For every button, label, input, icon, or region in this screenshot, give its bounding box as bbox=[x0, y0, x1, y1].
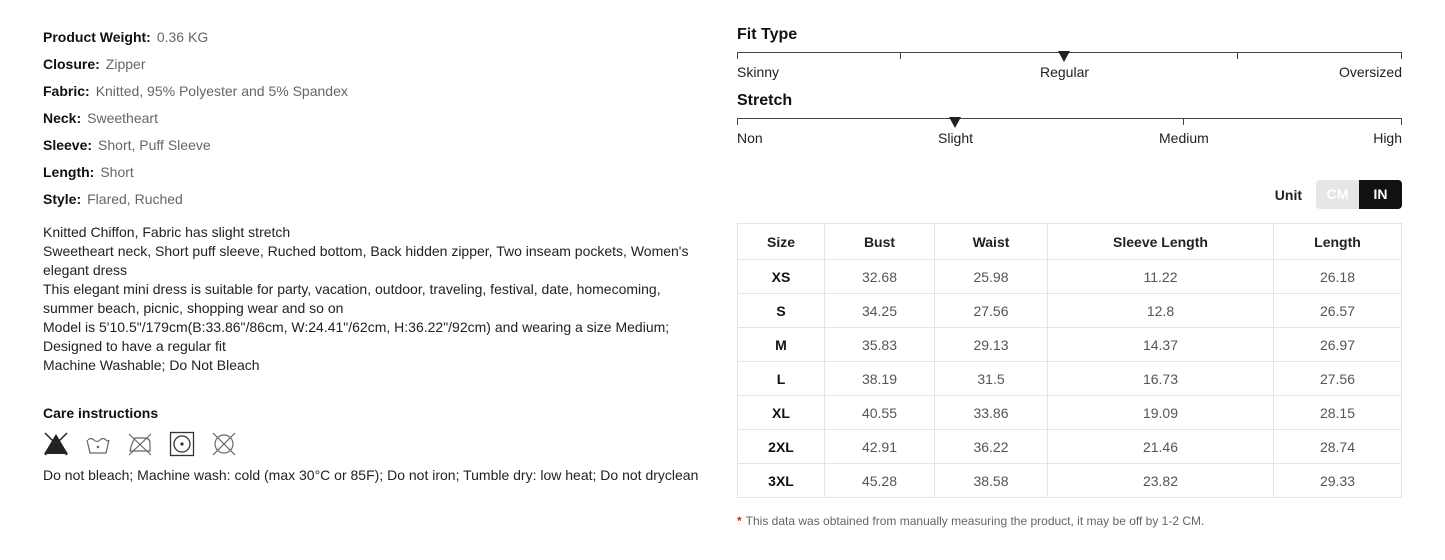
table-row bbox=[738, 362, 1402, 396]
care-instructions-title: Care instructions bbox=[43, 405, 159, 421]
column-header-waist: Waist bbox=[935, 224, 1048, 260]
description-line: Model is 5'10.5"/179cm(B:33.86"/86cm, W:24.41"/62cm, H:36.22"/92cm) and wearing a size Medium; Designed to have a regular fit bbox=[43, 319, 670, 354]
fit-type-tick bbox=[737, 52, 738, 59]
table-cell: 12.8 bbox=[1048, 294, 1274, 328]
disclaimer-asterisk: * bbox=[737, 514, 742, 528]
measurement-disclaimer bbox=[737, 514, 1204, 528]
machine-wash-cold-icon bbox=[85, 431, 111, 457]
attribute-closure: Closure: Zipper bbox=[43, 56, 146, 72]
table-cell: 29.13 bbox=[935, 328, 1048, 362]
table-cell: 21.46 bbox=[1048, 430, 1274, 464]
table-cell: 14.37 bbox=[1048, 328, 1274, 362]
fit-type-label-oversized: Oversized bbox=[1338, 64, 1402, 80]
product-details bbox=[43, 24, 713, 483]
unit-option-in[interactable]: IN bbox=[1359, 180, 1402, 209]
table-cell: 26.18 bbox=[1274, 260, 1402, 294]
stretch-label-medium: Medium bbox=[1159, 130, 1209, 146]
stretch-tick bbox=[1183, 118, 1184, 125]
do-not-bleach-icon bbox=[43, 431, 69, 457]
table-cell: 26.57 bbox=[1274, 294, 1402, 328]
table-cell: 27.56 bbox=[1274, 362, 1402, 396]
attribute-sleeve: Sleeve: Short, Puff Sleeve bbox=[43, 137, 211, 153]
stretch-label-non: Non bbox=[737, 130, 763, 146]
table-cell-size: XL bbox=[738, 396, 825, 430]
fit-type-tick bbox=[900, 52, 901, 59]
stretch-bar bbox=[737, 118, 1402, 119]
table-cell: 23.82 bbox=[1048, 464, 1274, 498]
unit-selector bbox=[1275, 180, 1402, 209]
description-line: This elegant mini dress is suitable for party, vacation, outdoor, traveling, festival, date, homecoming, summer beach, picnic, shopping wear and so on bbox=[43, 281, 661, 316]
attribute-neck: Neck: Sweetheart bbox=[43, 110, 158, 126]
column-header-length: Length bbox=[1274, 224, 1402, 260]
table-cell: 25.98 bbox=[935, 260, 1048, 294]
fit-type-pointer-icon bbox=[1058, 51, 1070, 62]
table-cell: 31.5 bbox=[935, 362, 1048, 396]
unit-option-cm[interactable]: CM bbox=[1316, 180, 1359, 209]
table-row bbox=[738, 260, 1402, 294]
table-row bbox=[738, 328, 1402, 362]
attribute-product-weight: Product Weight: 0.36 KG bbox=[43, 29, 209, 45]
table-cell-size: S bbox=[738, 294, 825, 328]
fit-type-label-skinny: Skinny bbox=[737, 64, 780, 80]
table-cell: 32.68 bbox=[825, 260, 935, 294]
table-row bbox=[738, 464, 1402, 498]
fit-type-tick bbox=[1401, 52, 1402, 59]
do-not-iron-icon bbox=[127, 431, 153, 457]
table-cell: 27.56 bbox=[935, 294, 1048, 328]
description-line: Knitted Chiffon, Fabric has slight stretch bbox=[43, 224, 291, 240]
table-cell: 29.33 bbox=[1274, 464, 1402, 498]
care-instructions-text: Do not bleach; Machine wash: cold (max 30°C or 85F); Do not iron; Tumble dry: low heat; Do not dryclean bbox=[43, 467, 699, 483]
table-cell: 16.73 bbox=[1048, 362, 1274, 396]
table-cell: 36.22 bbox=[935, 430, 1048, 464]
table-cell-size: L bbox=[738, 362, 825, 396]
stretch-tick bbox=[737, 118, 738, 125]
stretch-pointer-icon bbox=[949, 117, 961, 128]
table-row bbox=[738, 294, 1402, 328]
description-line: Machine Washable; Do Not Bleach bbox=[43, 357, 260, 373]
size-guide bbox=[737, 24, 1402, 528]
stretch-label-slight: Slight bbox=[938, 130, 974, 146]
attribute-length: Length: Short bbox=[43, 164, 134, 180]
product-description bbox=[43, 223, 713, 375]
column-header-size: Size bbox=[738, 224, 825, 260]
attribute-style: Style: Flared, Ruched bbox=[43, 191, 183, 207]
table-cell-size: 2XL bbox=[738, 430, 825, 464]
stretch-scale bbox=[737, 112, 1402, 156]
stretch-title: Stretch bbox=[737, 92, 793, 109]
care-icons bbox=[43, 431, 713, 457]
table-cell: 38.19 bbox=[825, 362, 935, 396]
table-cell-size: 3XL bbox=[738, 464, 825, 498]
table-cell: 35.83 bbox=[825, 328, 935, 362]
table-cell: 33.86 bbox=[935, 396, 1048, 430]
table-row bbox=[738, 396, 1402, 430]
stretch-label-high: High bbox=[1373, 130, 1402, 146]
table-row bbox=[738, 430, 1402, 464]
table-cell: 34.25 bbox=[825, 294, 935, 328]
table-cell: 38.58 bbox=[935, 464, 1048, 498]
stretch-tick bbox=[1401, 118, 1402, 125]
table-cell: 19.09 bbox=[1048, 396, 1274, 430]
table-header-row bbox=[738, 224, 1402, 260]
unit-toggle bbox=[1316, 180, 1402, 209]
disclaimer-text: This data was obtained from manually measuring the product, it may be off by 1-2 CM. bbox=[745, 514, 1205, 528]
table-cell: 28.74 bbox=[1274, 430, 1402, 464]
table-cell: 45.28 bbox=[825, 464, 935, 498]
column-header-bust: Bust bbox=[825, 224, 935, 260]
table-cell-size: XS bbox=[738, 260, 825, 294]
size-chart-table bbox=[737, 223, 1402, 498]
tumble-dry-low-icon bbox=[169, 431, 195, 457]
attribute-fabric: Fabric: Knitted, 95% Polyester and 5% Spandex bbox=[43, 83, 348, 99]
table-cell: 40.55 bbox=[825, 396, 935, 430]
table-cell: 42.91 bbox=[825, 430, 935, 464]
unit-label: Unit bbox=[1274, 186, 1302, 203]
column-header-sleeve-length: Sleeve Length bbox=[1048, 224, 1274, 260]
description-line: Sweetheart neck, Short puff sleeve, Ruched bottom, Back hidden zipper, Two inseam pockets, Women's elegant dress bbox=[43, 243, 689, 278]
table-cell-size: M bbox=[738, 328, 825, 362]
table-cell: 11.22 bbox=[1048, 260, 1274, 294]
fit-type-scale bbox=[737, 46, 1402, 90]
do-not-dryclean-icon bbox=[211, 431, 237, 457]
fit-type-label-regular: Regular bbox=[1040, 64, 1090, 80]
fit-type-title: Fit Type bbox=[737, 26, 798, 43]
fit-type-tick bbox=[1237, 52, 1238, 59]
attribute-list bbox=[43, 24, 713, 213]
table-cell: 28.15 bbox=[1274, 396, 1402, 430]
table-cell: 26.97 bbox=[1274, 328, 1402, 362]
